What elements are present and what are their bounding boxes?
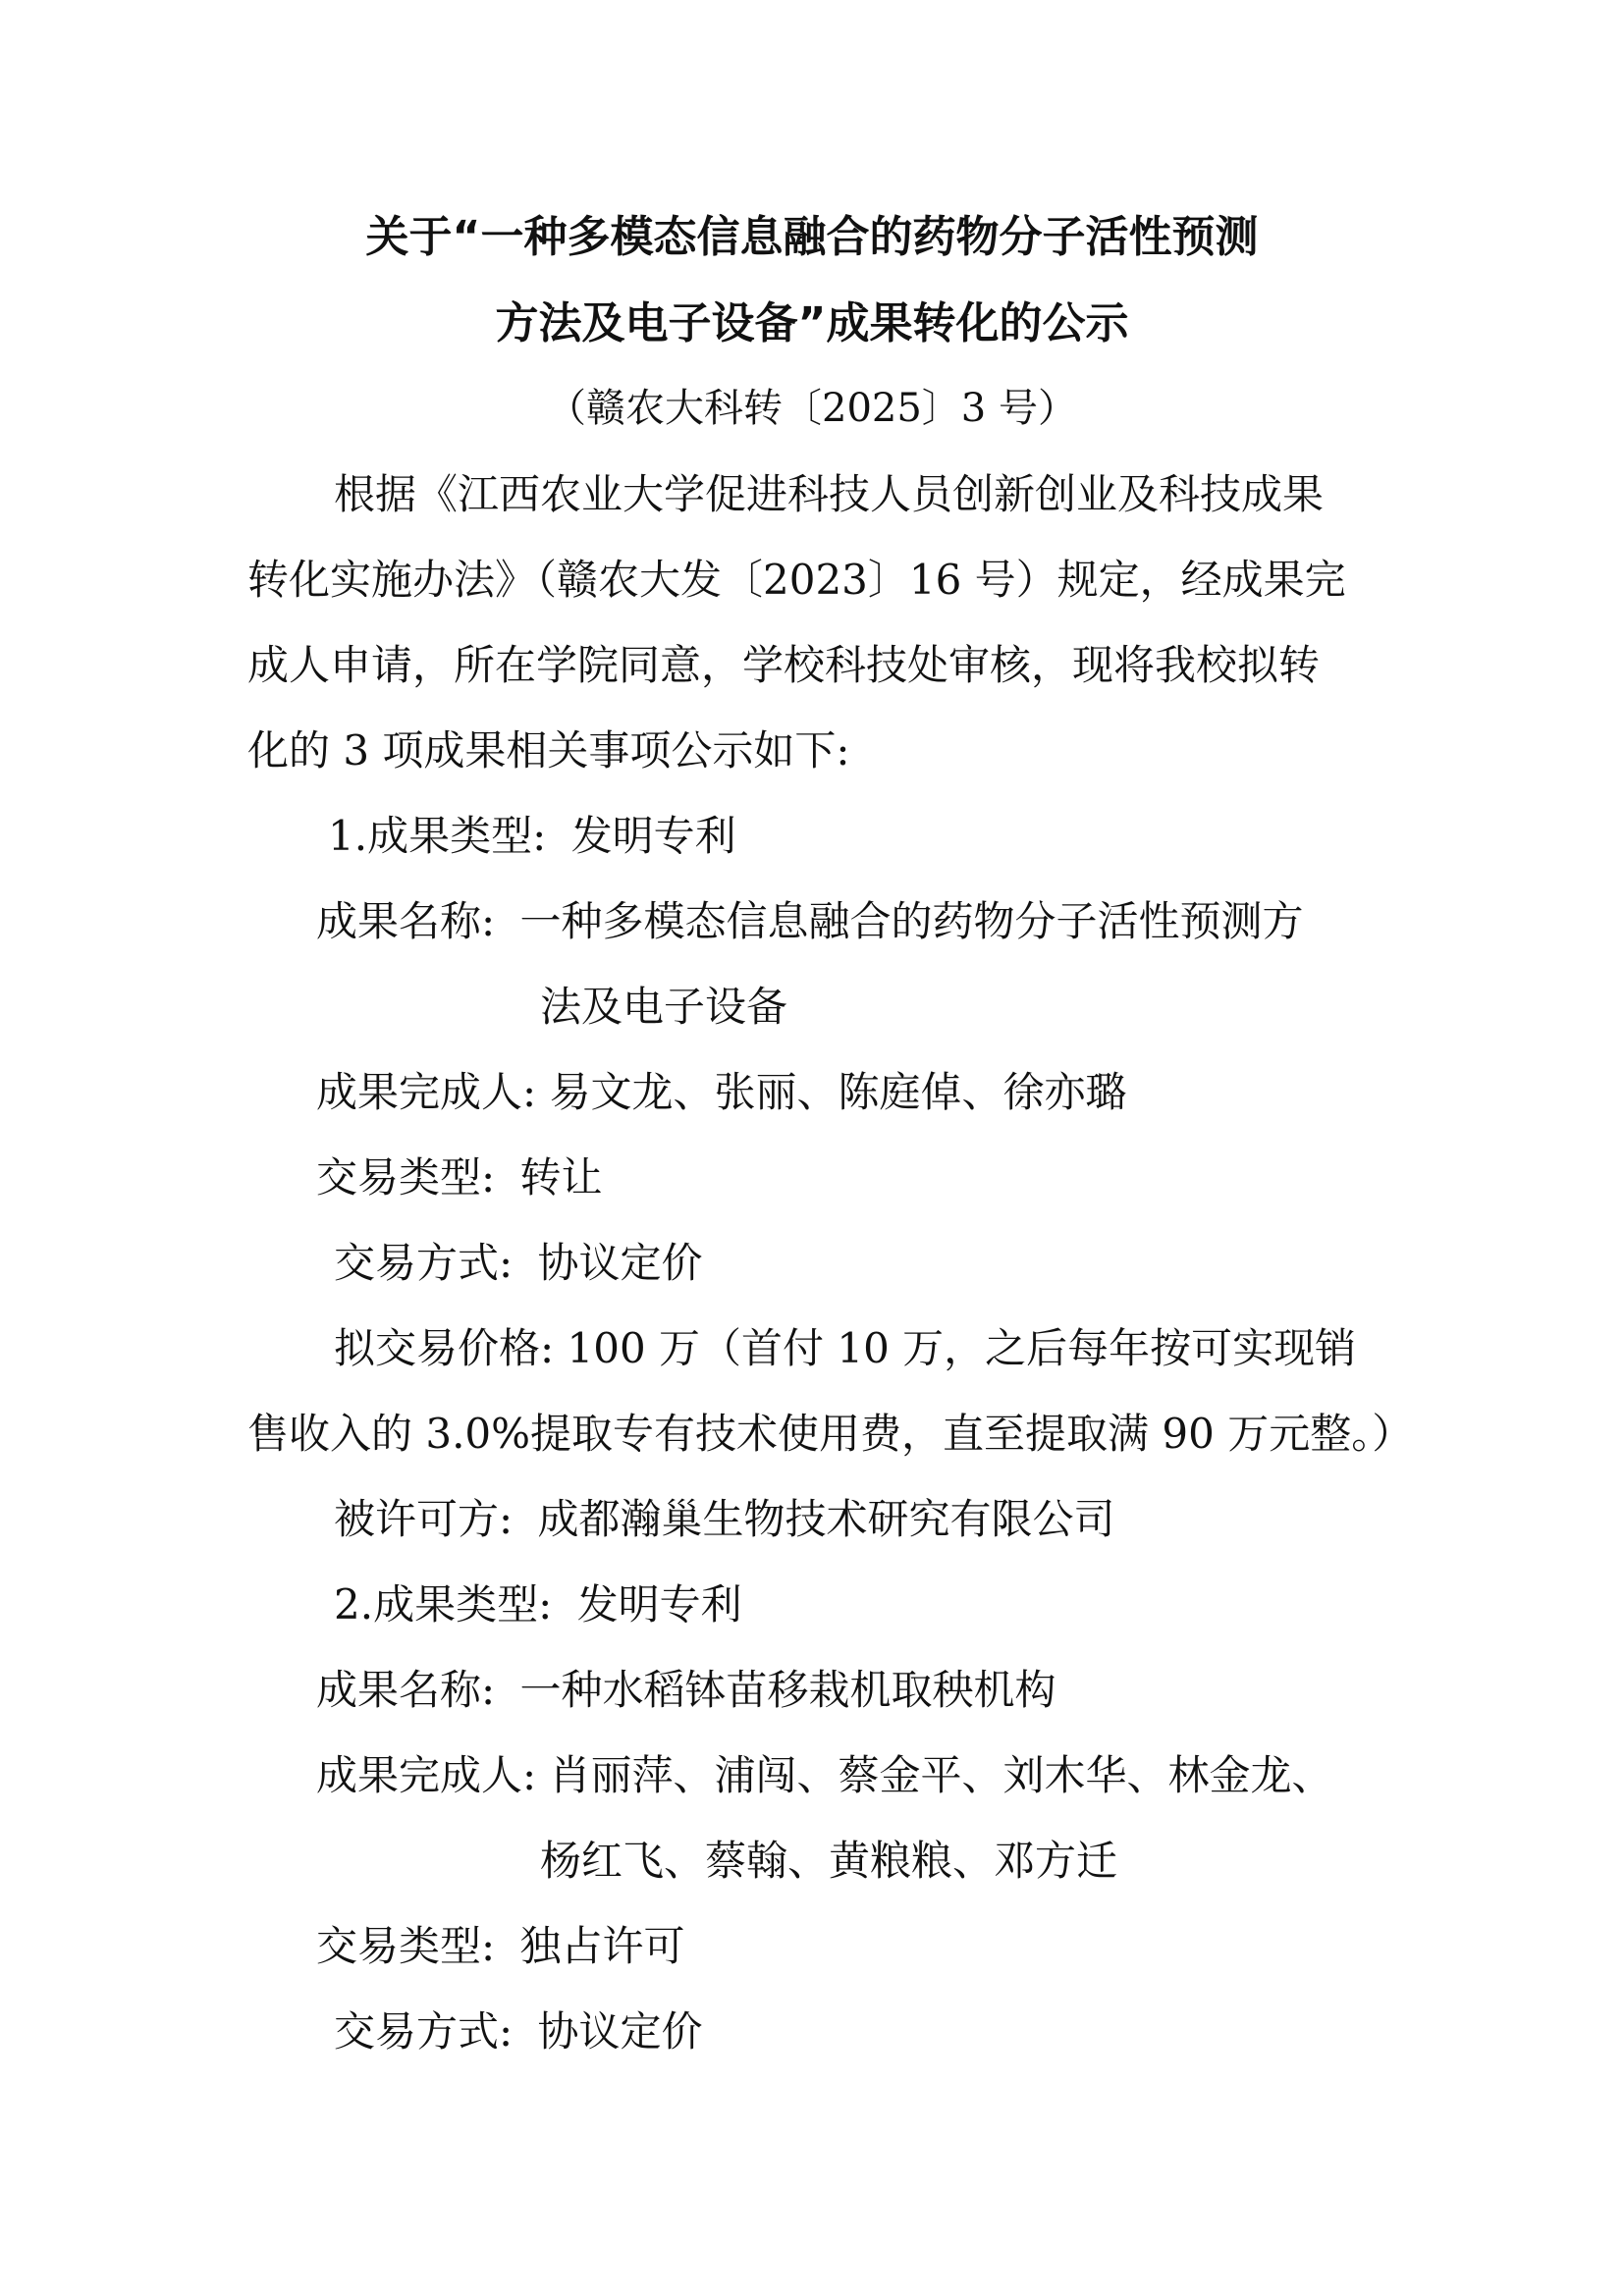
item1-trade-method-row [334, 1236, 703, 1291]
item1-price-line-1: 拟交易价格: 100 万（首付 10 万，之后每年按可实现销 [334, 1324, 1357, 1372]
item1-trade-method-label: 交易方式: [334, 1239, 514, 1287]
item2-name-row [316, 1663, 1056, 1718]
intro-line-4: 化的 3 项成果相关事项公示如下: [247, 726, 850, 774]
item1-type-label: 1.成果类型: [328, 812, 547, 860]
item1-trade-type-value: 转让 [519, 1153, 603, 1201]
item1-type-value: 发明专利 [570, 812, 736, 860]
intro-line-3: 成人申请，所在学院同意，学校科技处审核，现将我校拟转 [247, 641, 1321, 689]
item1-licensee-row [334, 1492, 1115, 1547]
item2-authors-value: 肖丽萍、浦闯、蔡金平、刘木华、林金龙、 [549, 1751, 1333, 1799]
item2-trade-method-label: 交易方式: [334, 2007, 514, 2056]
intro-line-1: 根据《江西农业大学促进科技人员创新创业及科技成果 [334, 470, 1325, 518]
item1-name-row [316, 894, 1304, 949]
item1-trade-type-row [316, 1150, 603, 1205]
item1-name-label: 成果名称: [316, 897, 496, 945]
intro-line-2: 转化实施办法》（赣农大发〔2023〕16 号）规定，经成果完 [247, 556, 1346, 604]
document-title-line-1: 关于“一种多模态信息融合的药物分子活性预测 [365, 212, 1259, 262]
item1-name-value-cont: 法及电子设备 [540, 983, 788, 1031]
item2-name-value: 一种水稻钵苗移栽机取秧机构 [519, 1666, 1056, 1714]
item1-trade-type-label: 交易类型: [316, 1153, 496, 1201]
item1-licensee-value: 成都瀚巢生物技术研究有限公司 [537, 1495, 1115, 1543]
item2-trade-method-row [334, 2004, 703, 2059]
item2-trade-type-label: 交易类型: [316, 1922, 496, 1970]
item1-authors-label: 成果完成人: [316, 1068, 537, 1116]
item1-price-line-2: 售收入的 3.0%提取专有技术使用费，直至提取满 90 万元整。） [247, 1410, 1414, 1458]
item1-name-value: 一种多模态信息融合的药物分子活性预测方 [519, 897, 1304, 945]
item1-trade-method-value: 协议定价 [537, 1239, 703, 1287]
item2-authors-value-cont: 杨红飞、蔡翰、黄粮粮、邓方迁 [540, 1837, 1118, 1885]
document-number: （赣农大科转〔2025〕3 号） [547, 386, 1077, 431]
document-title-line-2: 方法及电子设备”成果转化的公示 [495, 298, 1129, 348]
item1-authors-row [316, 1065, 1127, 1120]
item2-trade-type-row [316, 1919, 685, 1974]
item2-type-value: 发明专利 [576, 1580, 742, 1629]
item2-type-label: 2.成果类型: [334, 1580, 553, 1629]
item2-type-row [334, 1577, 742, 1632]
item2-authors-label: 成果完成人: [316, 1751, 537, 1799]
item1-licensee-label: 被许可方: [334, 1495, 514, 1543]
item1-authors-value: 易文龙、张丽、陈庭倬、徐亦璐 [549, 1068, 1127, 1116]
item2-authors-row [316, 1748, 1333, 1803]
item2-trade-type-value: 独占许可 [519, 1922, 685, 1970]
item1-type-row [328, 809, 736, 864]
item2-trade-method-value: 协议定价 [537, 2007, 703, 2056]
item2-name-label: 成果名称: [316, 1666, 496, 1714]
